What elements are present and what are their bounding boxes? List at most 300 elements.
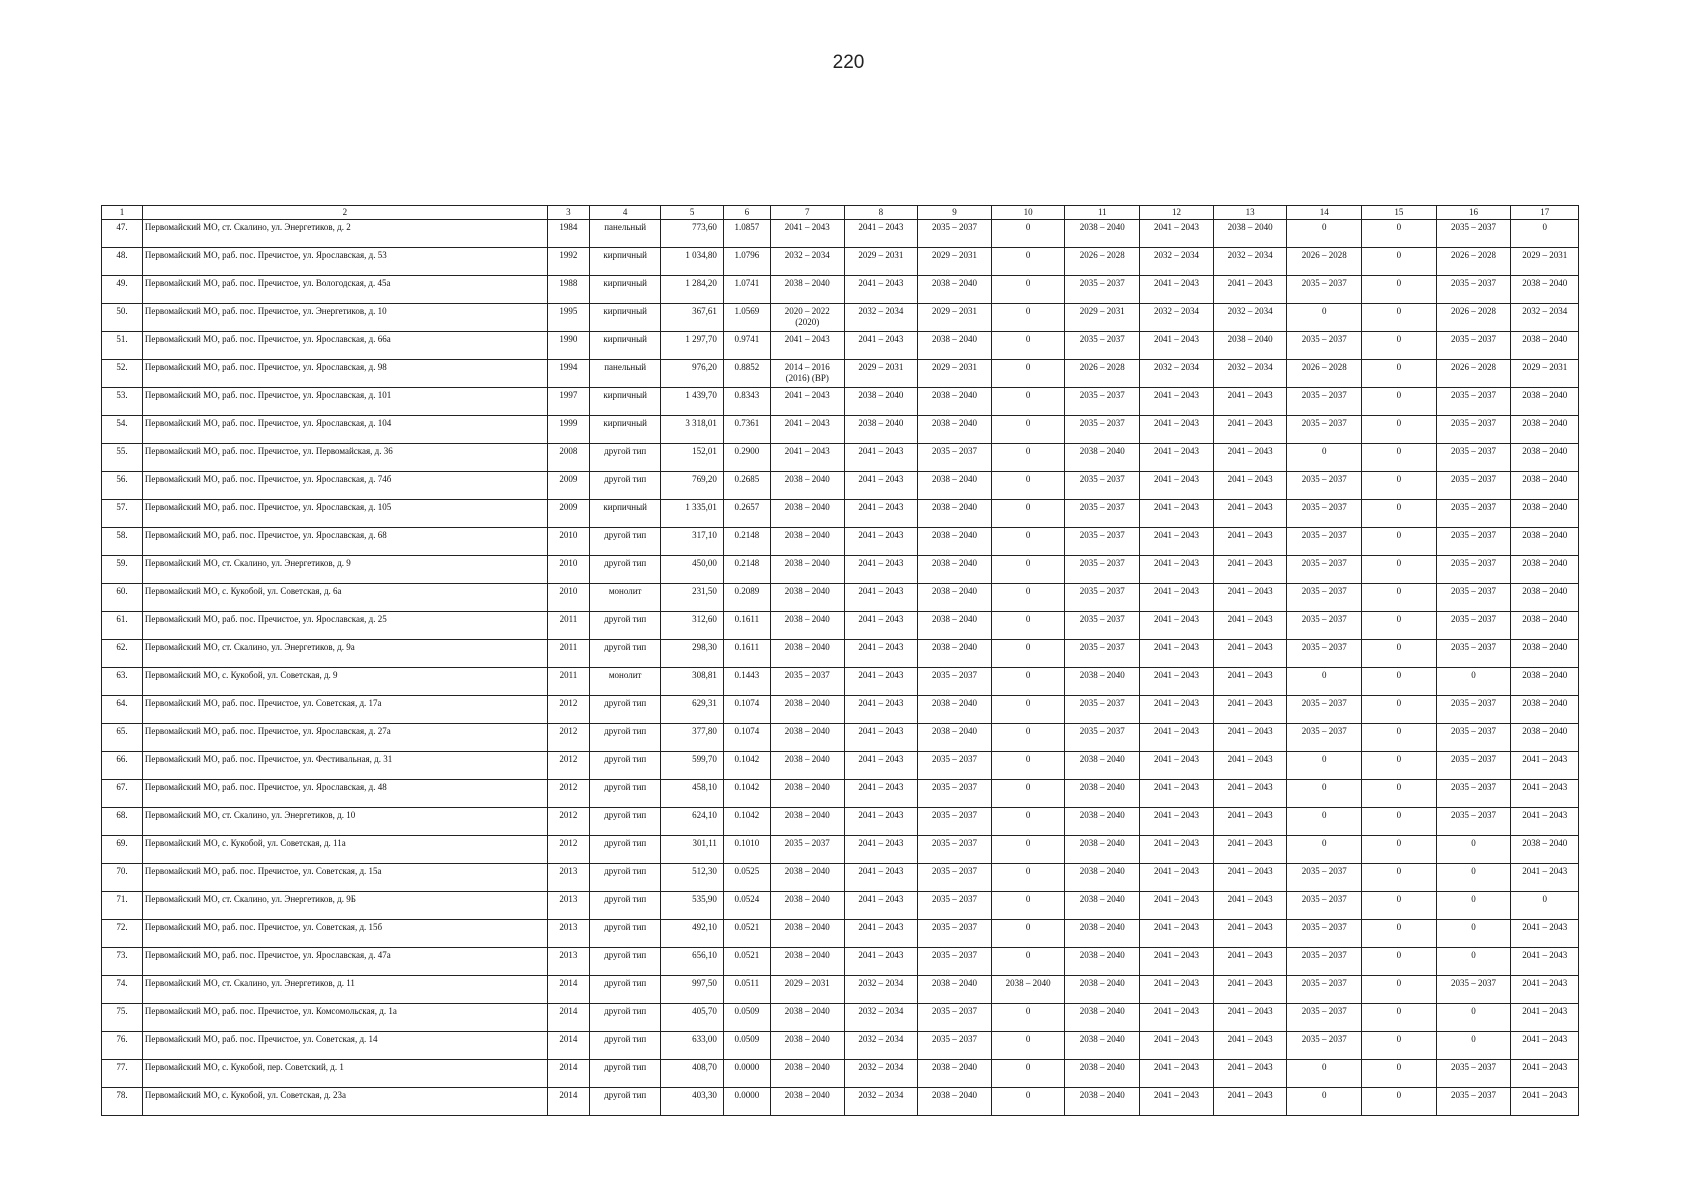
repair-period-col-14: 2035 – 2037 [1287,864,1362,892]
repair-period-col-12: 2041 – 2043 [1140,584,1214,612]
repair-period-col-17: 2038 – 2040 [1511,836,1579,864]
repair-period-col-12: 2041 – 2043 [1140,1088,1214,1116]
wall-material: другой тип [589,920,661,948]
repair-period-col-7: 2038 – 2040 [770,1088,844,1116]
repair-period-col-11: 2035 – 2037 [1065,416,1140,444]
address: Первомайский МО, раб. пос. Пречистое, ул. Ярославская, д. 25 [142,612,547,640]
address: Первомайский МО, ст. Скалино, ул. Энергетиков, д. 2 [142,220,547,248]
year-built: 2010 [547,584,589,612]
repair-period-col-10: 0 [991,920,1065,948]
table-row [102,892,1579,920]
wall-material: другой тип [589,808,661,836]
column-number-row [102,206,1579,220]
repair-period-col-13: 2041 – 2043 [1213,612,1287,640]
address: Первомайский МО, раб. пос. Пречистое, ул. Советская, д. 14 [142,1032,547,1060]
repair-period-col-12: 2041 – 2043 [1140,612,1214,640]
repair-period-col-16: 2035 – 2037 [1436,276,1511,304]
repair-period-col-15: 0 [1362,976,1437,1004]
total-area: 377,80 [661,724,723,752]
repair-period-col-15: 0 [1362,780,1437,808]
column-header: 9 [918,206,992,220]
repair-period-col-10: 0 [991,1004,1065,1032]
repair-period-col-7: 2041 – 2043 [770,388,844,416]
repair-period-col-14: 2035 – 2037 [1287,976,1362,1004]
repair-period-col-7: 2038 – 2040 [770,528,844,556]
repair-period-col-7: 2038 – 2040 [770,780,844,808]
column-header: 6 [723,206,770,220]
repair-period-col-7: 2038 – 2040 [770,584,844,612]
table-row [102,528,1579,556]
table-row [102,612,1579,640]
column-header: 1 [102,206,143,220]
table-row [102,808,1579,836]
year-built: 2008 [547,444,589,472]
column-header: 12 [1140,206,1214,220]
repair-period-col-10: 0 [991,360,1065,388]
repair-period-col-16: 2026 – 2028 [1436,360,1511,388]
wear-index: 0.2148 [723,528,770,556]
repair-period-col-13: 2041 – 2043 [1213,388,1287,416]
row-number: 70. [102,864,143,892]
table-row [102,668,1579,696]
repair-period-col-14: 2035 – 2037 [1287,556,1362,584]
wall-material: другой тип [589,1088,661,1116]
row-number: 76. [102,1032,143,1060]
row-number: 61. [102,612,143,640]
repair-period-col-17: 2041 – 2043 [1511,1032,1579,1060]
table-row [102,1004,1579,1032]
year-built: 2012 [547,752,589,780]
repair-period-col-17: 2038 – 2040 [1511,584,1579,612]
repair-period-col-15: 0 [1362,724,1437,752]
repair-period-col-8: 2041 – 2043 [844,752,918,780]
year-built: 1995 [547,304,589,332]
repair-period-col-17: 2041 – 2043 [1511,752,1579,780]
repair-period-col-12: 2041 – 2043 [1140,948,1214,976]
table-row [102,500,1579,528]
column-header: 13 [1213,206,1287,220]
repair-period-col-9: 2038 – 2040 [918,416,992,444]
repair-period-col-10: 0 [991,948,1065,976]
repair-period-col-11: 2035 – 2037 [1065,388,1140,416]
year-built: 2013 [547,864,589,892]
repair-period-col-9: 2038 – 2040 [918,584,992,612]
repair-period-col-15: 0 [1362,584,1437,612]
wall-material: кирпичный [589,304,661,332]
year-built: 2014 [547,1088,589,1116]
repair-period-col-9: 2035 – 2037 [918,948,992,976]
repair-period-col-16: 0 [1436,948,1511,976]
repair-period-col-12: 2041 – 2043 [1140,892,1214,920]
repair-period-col-10: 0 [991,864,1065,892]
repair-period-col-8: 2041 – 2043 [844,528,918,556]
repair-period-col-16: 2035 – 2037 [1436,584,1511,612]
wall-material: кирпичный [589,276,661,304]
row-number: 75. [102,1004,143,1032]
repair-period-col-12: 2041 – 2043 [1140,752,1214,780]
column-header: 4 [589,206,661,220]
total-area: 408,70 [661,1060,723,1088]
repair-period-col-10: 0 [991,556,1065,584]
wear-index: 0.2089 [723,584,770,612]
wall-material: другой тип [589,1004,661,1032]
total-area: 997,50 [661,976,723,1004]
wear-index: 0.7361 [723,416,770,444]
repair-period-col-11: 2038 – 2040 [1065,920,1140,948]
year-built: 2010 [547,528,589,556]
wall-material: монолит [589,584,661,612]
repair-period-col-15: 0 [1362,864,1437,892]
repair-period-col-12: 2041 – 2043 [1140,1004,1214,1032]
repair-period-col-12: 2041 – 2043 [1140,1032,1214,1060]
repair-period-col-17: 2038 – 2040 [1511,668,1579,696]
year-built: 2014 [547,1060,589,1088]
total-area: 403,30 [661,1088,723,1116]
repair-period-col-10: 0 [991,248,1065,276]
repair-period-col-14: 2035 – 2037 [1287,920,1362,948]
address: Первомайский МО, раб. пос. Пречистое, ул. Ярославская, д. 98 [142,360,547,388]
repair-period-col-12: 2041 – 2043 [1140,444,1214,472]
repair-period-col-8: 2029 – 2031 [844,360,918,388]
row-number: 78. [102,1088,143,1116]
total-area: 308,81 [661,668,723,696]
wall-material: другой тип [589,472,661,500]
column-header: 8 [844,206,918,220]
repair-period-col-9: 2038 – 2040 [918,556,992,584]
repair-period-col-11: 2038 – 2040 [1065,220,1140,248]
repair-period-col-10: 0 [991,724,1065,752]
wall-material: другой тип [589,1032,661,1060]
wear-index: 0.0521 [723,920,770,948]
wear-index: 0.2657 [723,500,770,528]
row-number: 63. [102,668,143,696]
repair-period-col-16: 2035 – 2037 [1436,388,1511,416]
wear-index: 0.1074 [723,724,770,752]
repair-period-col-7: 2038 – 2040 [770,920,844,948]
wear-index: 1.0741 [723,276,770,304]
repair-period-col-13: 2041 – 2043 [1213,1060,1287,1088]
repair-period-col-9: 2029 – 2031 [918,304,992,332]
repair-period-col-7: 2038 – 2040 [770,892,844,920]
repair-period-col-10: 0 [991,416,1065,444]
repair-period-col-9: 2035 – 2037 [918,836,992,864]
total-area: 629,31 [661,696,723,724]
repair-period-col-16: 2035 – 2037 [1436,808,1511,836]
repair-period-col-17: 2032 – 2034 [1511,304,1579,332]
repair-period-col-13: 2041 – 2043 [1213,864,1287,892]
repair-period-col-9: 2035 – 2037 [918,920,992,948]
row-number: 72. [102,920,143,948]
repair-period-col-12: 2041 – 2043 [1140,780,1214,808]
wall-material: кирпичный [589,388,661,416]
repair-period-col-8: 2041 – 2043 [844,808,918,836]
year-built: 2010 [547,556,589,584]
repair-period-col-16: 0 [1436,836,1511,864]
repair-period-col-10: 2038 – 2040 [991,976,1065,1004]
row-number: 51. [102,332,143,360]
repair-period-col-17: 2041 – 2043 [1511,1060,1579,1088]
wear-index: 0.0000 [723,1060,770,1088]
table-row [102,1060,1579,1088]
address: Первомайский МО, раб. пос. Пречистое, ул. Ярославская, д. 104 [142,416,547,444]
repair-period-col-8: 2041 – 2043 [844,696,918,724]
total-area: 1 297,70 [661,332,723,360]
repair-period-col-11: 2038 – 2040 [1065,808,1140,836]
repair-period-col-16: 2026 – 2028 [1436,248,1511,276]
wall-material: другой тип [589,724,661,752]
repair-period-col-7: 2038 – 2040 [770,864,844,892]
repair-period-col-13: 2041 – 2043 [1213,920,1287,948]
repair-period-col-8: 2041 – 2043 [844,556,918,584]
wear-index: 0.1042 [723,780,770,808]
repair-period-col-10: 0 [991,1088,1065,1116]
repair-period-col-9: 2035 – 2037 [918,668,992,696]
repair-period-col-14: 0 [1287,836,1362,864]
repair-period-col-17: 2038 – 2040 [1511,332,1579,360]
total-area: 624,10 [661,808,723,836]
address: Первомайский МО, ст. Скалино, ул. Энергетиков, д. 11 [142,976,547,1004]
year-built: 1990 [547,332,589,360]
total-area: 656,10 [661,948,723,976]
repair-period-col-13: 2041 – 2043 [1213,976,1287,1004]
repair-period-col-7: 2038 – 2040 [770,1060,844,1088]
address: Первомайский МО, раб. пос. Пречистое, ул. Ярославская, д. 47а [142,948,547,976]
repair-period-col-10: 0 [991,612,1065,640]
table-row [102,248,1579,276]
repair-period-col-7: 2038 – 2040 [770,276,844,304]
wear-index: 0.8852 [723,360,770,388]
repair-period-col-8: 2032 – 2034 [844,1060,918,1088]
repair-period-col-17: 2038 – 2040 [1511,724,1579,752]
total-area: 317,10 [661,528,723,556]
wall-material: другой тип [589,444,661,472]
repair-period-col-10: 0 [991,444,1065,472]
repair-period-col-16: 2035 – 2037 [1436,556,1511,584]
row-number: 58. [102,528,143,556]
row-number: 57. [102,500,143,528]
repair-period-col-9: 2038 – 2040 [918,332,992,360]
repair-period-col-15: 0 [1362,612,1437,640]
repair-period-col-11: 2035 – 2037 [1065,612,1140,640]
repair-period-col-16: 2035 – 2037 [1436,640,1511,668]
repair-period-col-8: 2041 – 2043 [844,948,918,976]
wall-material: другой тип [589,612,661,640]
repair-period-col-13: 2041 – 2043 [1213,1004,1287,1032]
repair-period-col-13: 2041 – 2043 [1213,780,1287,808]
address: Первомайский МО, раб. пос. Пречистое, ул. Советская, д. 17а [142,696,547,724]
wear-index: 0.0525 [723,864,770,892]
repair-period-col-16: 2035 – 2037 [1436,500,1511,528]
repair-period-col-13: 2041 – 2043 [1213,276,1287,304]
repair-period-col-9: 2038 – 2040 [918,612,992,640]
repair-period-col-14: 0 [1287,808,1362,836]
repair-period-col-8: 2041 – 2043 [844,724,918,752]
year-built: 2011 [547,612,589,640]
row-number: 77. [102,1060,143,1088]
year-built: 1992 [547,248,589,276]
repair-period-col-11: 2026 – 2028 [1065,360,1140,388]
address: Первомайский МО, раб. пос. Пречистое, ул. Ярославская, д. 27а [142,724,547,752]
total-area: 599,70 [661,752,723,780]
repair-period-col-9: 2035 – 2037 [918,444,992,472]
total-area: 152,01 [661,444,723,472]
repair-period-col-11: 2029 – 2031 [1065,304,1140,332]
repair-period-col-13: 2041 – 2043 [1213,1088,1287,1116]
row-number: 59. [102,556,143,584]
row-number: 60. [102,584,143,612]
repair-period-col-13: 2041 – 2043 [1213,528,1287,556]
repair-period-col-11: 2038 – 2040 [1065,1060,1140,1088]
address: Первомайский МО, раб. пос. Пречистое, ул. Вологодская, д. 45а [142,276,547,304]
wear-index: 0.9741 [723,332,770,360]
repair-period-col-16: 2035 – 2037 [1436,780,1511,808]
repair-period-col-16: 0 [1436,668,1511,696]
repair-period-col-11: 2038 – 2040 [1065,948,1140,976]
year-built: 1994 [547,360,589,388]
address: Первомайский МО, раб. пос. Пречистое, ул. Ярославская, д. 101 [142,388,547,416]
repair-period-col-7: 2038 – 2040 [770,948,844,976]
total-area: 3 318,01 [661,416,723,444]
address: Первомайский МО, с. Кукобой, ул. Советская, д. 9 [142,668,547,696]
repair-period-col-13: 2041 – 2043 [1213,556,1287,584]
repair-period-col-7: 2041 – 2043 [770,220,844,248]
repair-period-col-14: 0 [1287,668,1362,696]
table-row [102,332,1579,360]
repair-period-col-7: 2035 – 2037 [770,836,844,864]
wear-index: 1.0857 [723,220,770,248]
repair-period-col-8: 2041 – 2043 [844,584,918,612]
repair-period-col-9: 2038 – 2040 [918,1060,992,1088]
wall-material: другой тип [589,836,661,864]
total-area: 773,60 [661,220,723,248]
repair-period-col-8: 2041 – 2043 [844,444,918,472]
total-area: 769,20 [661,472,723,500]
repair-period-col-15: 0 [1362,248,1437,276]
wall-material: кирпичный [589,248,661,276]
repair-period-col-13: 2041 – 2043 [1213,416,1287,444]
repair-period-col-12: 2041 – 2043 [1140,640,1214,668]
repair-period-col-11: 2035 – 2037 [1065,584,1140,612]
row-number: 74. [102,976,143,1004]
repair-period-col-8: 2032 – 2034 [844,1004,918,1032]
repair-period-col-12: 2041 – 2043 [1140,472,1214,500]
repair-period-col-10: 0 [991,780,1065,808]
row-number: 64. [102,696,143,724]
table-row [102,752,1579,780]
year-built: 2012 [547,780,589,808]
repair-period-col-14: 2035 – 2037 [1287,696,1362,724]
wear-index: 0.1074 [723,696,770,724]
row-number: 50. [102,304,143,332]
repair-period-col-17: 2038 – 2040 [1511,528,1579,556]
repair-period-col-11: 2038 – 2040 [1065,780,1140,808]
row-number: 49. [102,276,143,304]
wear-index: 0.0524 [723,892,770,920]
total-area: 1 439,70 [661,388,723,416]
repair-period-col-15: 0 [1362,668,1437,696]
repair-period-col-14: 2035 – 2037 [1287,416,1362,444]
repair-period-col-16: 0 [1436,1032,1511,1060]
repair-period-col-9: 2038 – 2040 [918,528,992,556]
repair-period-col-8: 2041 – 2043 [844,332,918,360]
repair-period-col-17: 2038 – 2040 [1511,612,1579,640]
repair-period-col-16: 2035 – 2037 [1436,724,1511,752]
wear-index: 0.1042 [723,752,770,780]
repair-period-col-9: 2038 – 2040 [918,976,992,1004]
repair-period-col-14: 0 [1287,752,1362,780]
repair-period-col-12: 2041 – 2043 [1140,1060,1214,1088]
table-row [102,976,1579,1004]
row-number: 71. [102,892,143,920]
page-number: 220 [832,52,865,73]
repair-period-col-14: 2035 – 2037 [1287,584,1362,612]
repair-period-col-14: 2035 – 2037 [1287,1004,1362,1032]
repair-period-col-15: 0 [1362,892,1437,920]
repair-period-col-12: 2041 – 2043 [1140,696,1214,724]
repair-period-col-17: 2038 – 2040 [1511,444,1579,472]
repair-period-col-13: 2032 – 2034 [1213,360,1287,388]
repair-period-col-12: 2041 – 2043 [1140,836,1214,864]
column-header: 16 [1436,206,1511,220]
row-number: 55. [102,444,143,472]
repair-period-col-13: 2041 – 2043 [1213,584,1287,612]
total-area: 450,00 [661,556,723,584]
wear-index: 0.2900 [723,444,770,472]
repair-period-col-16: 2035 – 2037 [1436,696,1511,724]
repair-period-col-13: 2038 – 2040 [1213,220,1287,248]
total-area: 458,10 [661,780,723,808]
address: Первомайский МО, с. Кукобой, ул. Советская, д. 6а [142,584,547,612]
repair-period-col-11: 2038 – 2040 [1065,836,1140,864]
row-number: 73. [102,948,143,976]
total-area: 1 335,01 [661,500,723,528]
repair-period-col-15: 0 [1362,836,1437,864]
repair-period-col-14: 2035 – 2037 [1287,472,1362,500]
repair-period-col-13: 2041 – 2043 [1213,696,1287,724]
repair-period-col-16: 0 [1436,1004,1511,1032]
total-area: 492,10 [661,920,723,948]
repair-period-col-7: 2038 – 2040 [770,472,844,500]
table-row [102,360,1579,388]
row-number: 62. [102,640,143,668]
repair-period-col-8: 2041 – 2043 [844,612,918,640]
repair-period-col-14: 2035 – 2037 [1287,388,1362,416]
year-built: 2013 [547,920,589,948]
repair-period-col-17: 2041 – 2043 [1511,948,1579,976]
repair-period-col-8: 2029 – 2031 [844,248,918,276]
repair-period-col-15: 0 [1362,556,1437,584]
repair-period-col-14: 2035 – 2037 [1287,724,1362,752]
table-row [102,220,1579,248]
row-number: 53. [102,388,143,416]
repair-period-col-14: 2035 – 2037 [1287,276,1362,304]
total-area: 405,70 [661,1004,723,1032]
repair-period-col-11: 2038 – 2040 [1065,668,1140,696]
repair-period-col-9: 2035 – 2037 [918,1004,992,1032]
repair-period-col-7: 2038 – 2040 [770,1004,844,1032]
wall-material: другой тип [589,976,661,1004]
column-header: 11 [1065,206,1140,220]
repair-period-col-7: 2041 – 2043 [770,416,844,444]
repair-period-col-17: 2041 – 2043 [1511,808,1579,836]
wall-material: кирпичный [589,332,661,360]
address: Первомайский МО, ст. Скалино, ул. Энергетиков, д. 9 [142,556,547,584]
repair-period-col-14: 2035 – 2037 [1287,500,1362,528]
address: Первомайский МО, с. Кукобой, ул. Советская, д. 23а [142,1088,547,1116]
repair-period-col-17: 2038 – 2040 [1511,472,1579,500]
total-area: 512,30 [661,864,723,892]
wall-material: кирпичный [589,416,661,444]
